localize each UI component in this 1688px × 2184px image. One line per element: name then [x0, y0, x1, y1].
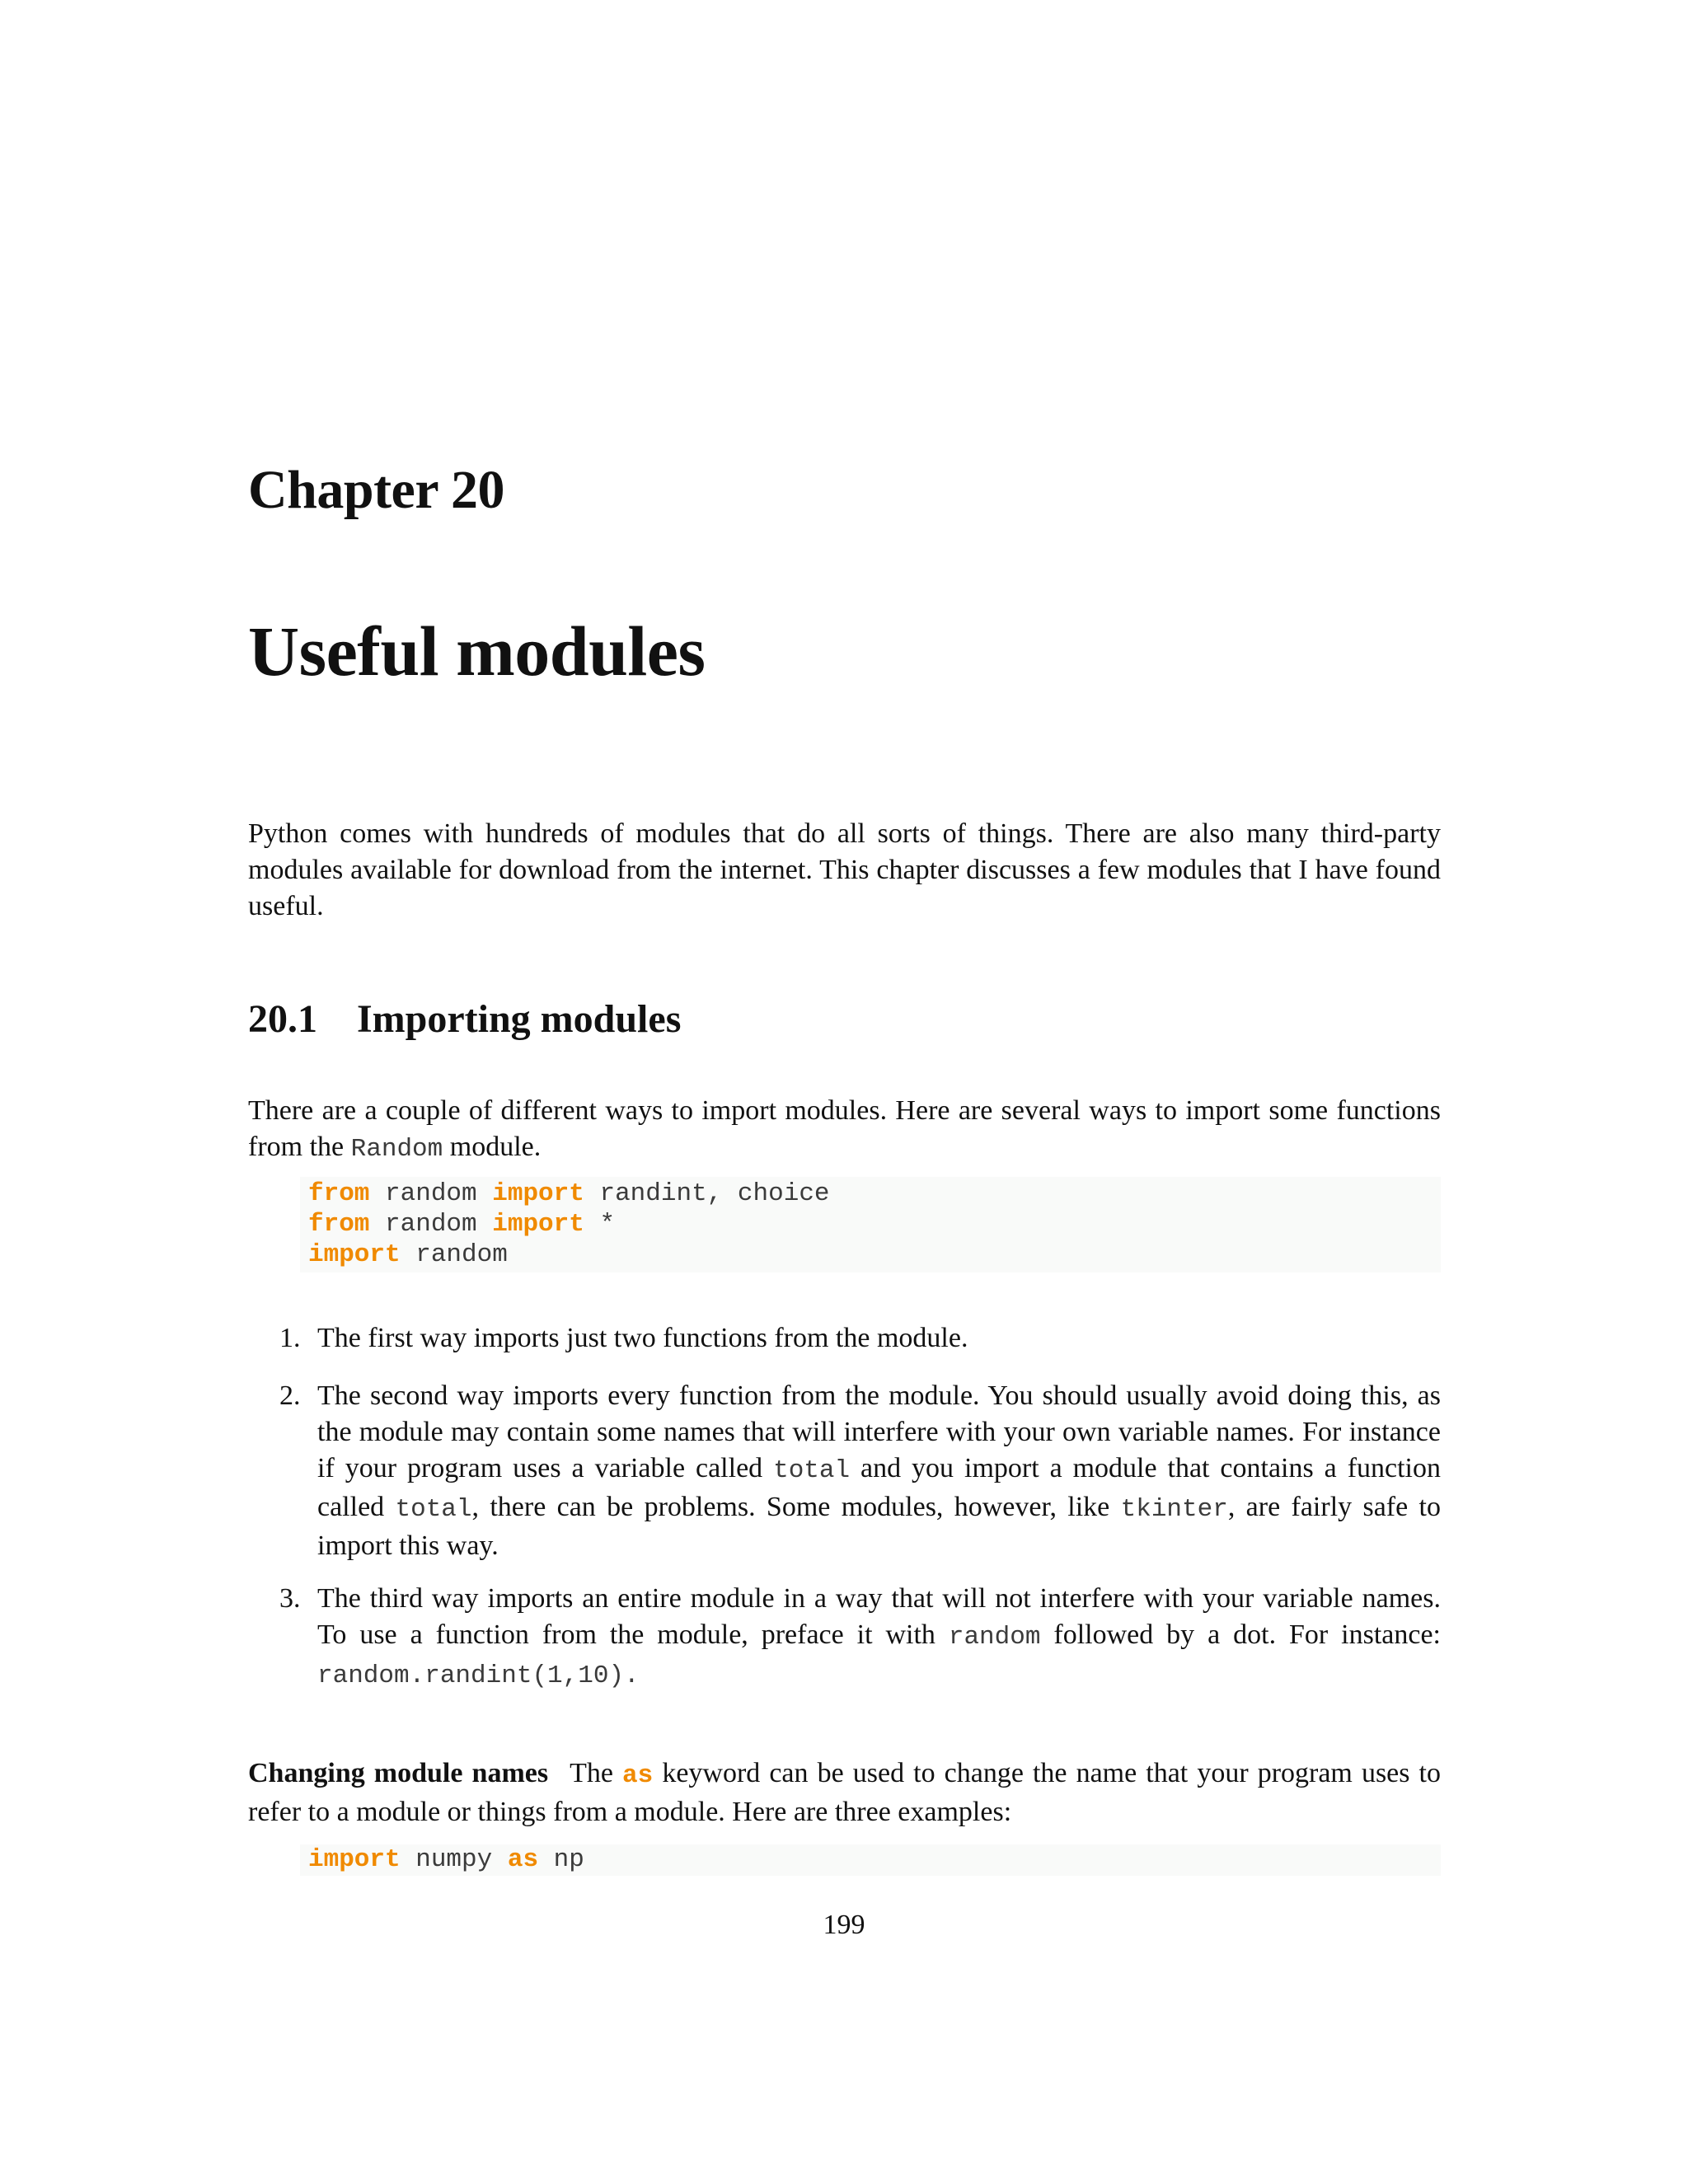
- list-item: [248, 1378, 1441, 1564]
- section-title: Importing modules: [357, 997, 682, 1041]
- code-keyword: from: [308, 1179, 370, 1208]
- import-intro-paragraph: [248, 1093, 1441, 1168]
- code-text: random: [400, 1240, 508, 1269]
- page-number: 199: [823, 1910, 865, 1940]
- paragraph-text: followed by a dot. For instance:: [1040, 1619, 1441, 1650]
- code-line: [308, 1209, 1441, 1240]
- paragraph-text: keyword can be used to change the name that your program uses to refer to a module or things from a module. Here are three examples:: [248, 1758, 1442, 1827]
- code-keyword: from: [308, 1210, 370, 1239]
- run-in-heading: Changing module names: [248, 1758, 549, 1788]
- code-text: np: [538, 1845, 584, 1874]
- code-text: random: [369, 1210, 493, 1239]
- chapter-title: Useful modules: [248, 612, 706, 691]
- list-item-text: [317, 1581, 1441, 1694]
- paragraph-text: There are a couple of different ways to import modules. Here are several ways to import some functions from the: [248, 1095, 1441, 1162]
- code-text: *: [584, 1210, 616, 1239]
- inline-code: total: [773, 1456, 851, 1485]
- code-keyword: as: [507, 1845, 539, 1874]
- paragraph-text: , are fairly safe to import this way.: [317, 1492, 1441, 1561]
- section-number: 20.1: [248, 997, 317, 1041]
- code-line: [308, 1240, 1441, 1270]
- intro-paragraph: Python comes with hundreds of modules that do all sorts of things. There are also many third-party modules available for download from the internet. This chapter discusses a few modules that I have found useful.: [248, 818, 1441, 921]
- paragraph-text: and you import a module that contains a function called: [317, 1453, 1441, 1522]
- list-item: [248, 1581, 1441, 1694]
- inline-code: total: [395, 1495, 472, 1524]
- paragraph-text: module.: [443, 1132, 542, 1162]
- code-keyword: import: [308, 1240, 401, 1269]
- inline-code: tkinter: [1120, 1495, 1228, 1524]
- inline-code: Random: [350, 1135, 443, 1164]
- paragraph-text: The: [570, 1758, 623, 1788]
- paragraph-text: The third way imports an entire module in a way that will not interfere with your variable names. To use a function from the module, preface it with: [317, 1583, 1441, 1650]
- paragraph-text: The second way imports every function from the module. You should usually avoid doing this, as the module may contain some names that will interfere with your own variable names. For instance if your program uses a variable called: [317, 1380, 1441, 1483]
- list-item-text: [317, 1378, 1441, 1564]
- list-item: [248, 1320, 1441, 1357]
- code-block-imports: [300, 1177, 1441, 1272]
- list-marker: 2.: [279, 1380, 301, 1411]
- code-block-alias: [300, 1844, 1441, 1876]
- list-marker: 1.: [279, 1323, 301, 1353]
- code-keyword: import: [492, 1210, 584, 1239]
- code-text: random: [369, 1179, 493, 1208]
- list-item-text: The first way imports just two functions from the module.: [317, 1323, 968, 1353]
- inline-code: random: [948, 1623, 1041, 1652]
- changing-names-paragraph: [248, 1755, 1441, 1830]
- paragraph-text: , there can be problems. Some modules, however, like: [471, 1492, 1121, 1522]
- inline-keyword: as: [622, 1761, 654, 1790]
- code-line: [308, 1844, 1441, 1875]
- code-line: [308, 1179, 1441, 1209]
- section-heading: [248, 995, 681, 1044]
- code-keyword: import: [492, 1179, 584, 1208]
- inline-code: random.randint(1,10).: [317, 1661, 640, 1690]
- code-text: numpy: [400, 1845, 508, 1874]
- list-marker: 3.: [279, 1583, 301, 1614]
- code-keyword: import: [308, 1845, 401, 1874]
- code-text: randint, choice: [584, 1179, 830, 1208]
- chapter-label: Chapter 20: [248, 460, 504, 520]
